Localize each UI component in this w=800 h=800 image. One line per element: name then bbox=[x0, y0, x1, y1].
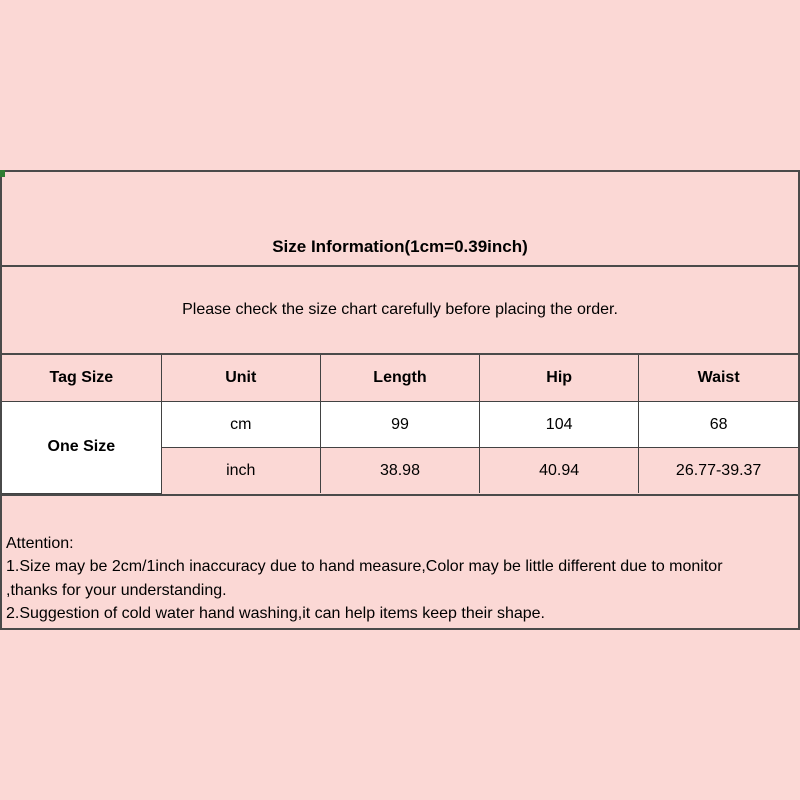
size-chart-panel bbox=[0, 170, 800, 630]
attention-line-2: ,thanks for your understanding. bbox=[6, 581, 227, 599]
cell-waist-inch: 26.77-39.37 bbox=[639, 448, 798, 494]
col-header-tag-size: Tag Size bbox=[2, 355, 161, 402]
size-chart-note-row bbox=[2, 267, 798, 355]
attention-heading: Attention: bbox=[6, 534, 74, 552]
size-chart-title-row bbox=[2, 172, 798, 267]
size-chart-note: Please check the size chart carefully before placing the order. bbox=[182, 301, 618, 318]
cell-unit-inch: inch bbox=[161, 448, 320, 494]
cell-length-cm: 99 bbox=[320, 402, 479, 448]
col-header-unit: Unit bbox=[161, 355, 320, 402]
cell-unit-cm: cm bbox=[161, 402, 320, 448]
size-table-row-cm bbox=[2, 402, 798, 448]
green-corner-artifact bbox=[0, 170, 5, 177]
cell-waist-cm: 68 bbox=[639, 402, 798, 448]
attention-line-3: 2.Suggestion of cold water hand washing,it can help items keep their shape. bbox=[6, 605, 545, 622]
cell-hip-cm: 104 bbox=[480, 402, 639, 448]
cell-length-inch: 38.98 bbox=[320, 448, 479, 494]
attention-line-1: 1.Size may be 2cm/1inch inaccuracy due to hand measure,Color may be little different due to monitor bbox=[6, 558, 723, 575]
col-header-length: Length bbox=[320, 355, 479, 402]
col-header-waist: Waist bbox=[639, 355, 798, 402]
size-table-header-row bbox=[2, 355, 798, 402]
attention-section bbox=[2, 494, 798, 629]
size-chart-title: Size Information(1cm=0.39inch) bbox=[272, 237, 528, 256]
cell-tag-size: One Size bbox=[2, 402, 161, 494]
cell-hip-inch: 40.94 bbox=[480, 448, 639, 494]
col-header-hip: Hip bbox=[480, 355, 639, 402]
size-table bbox=[2, 355, 798, 494]
